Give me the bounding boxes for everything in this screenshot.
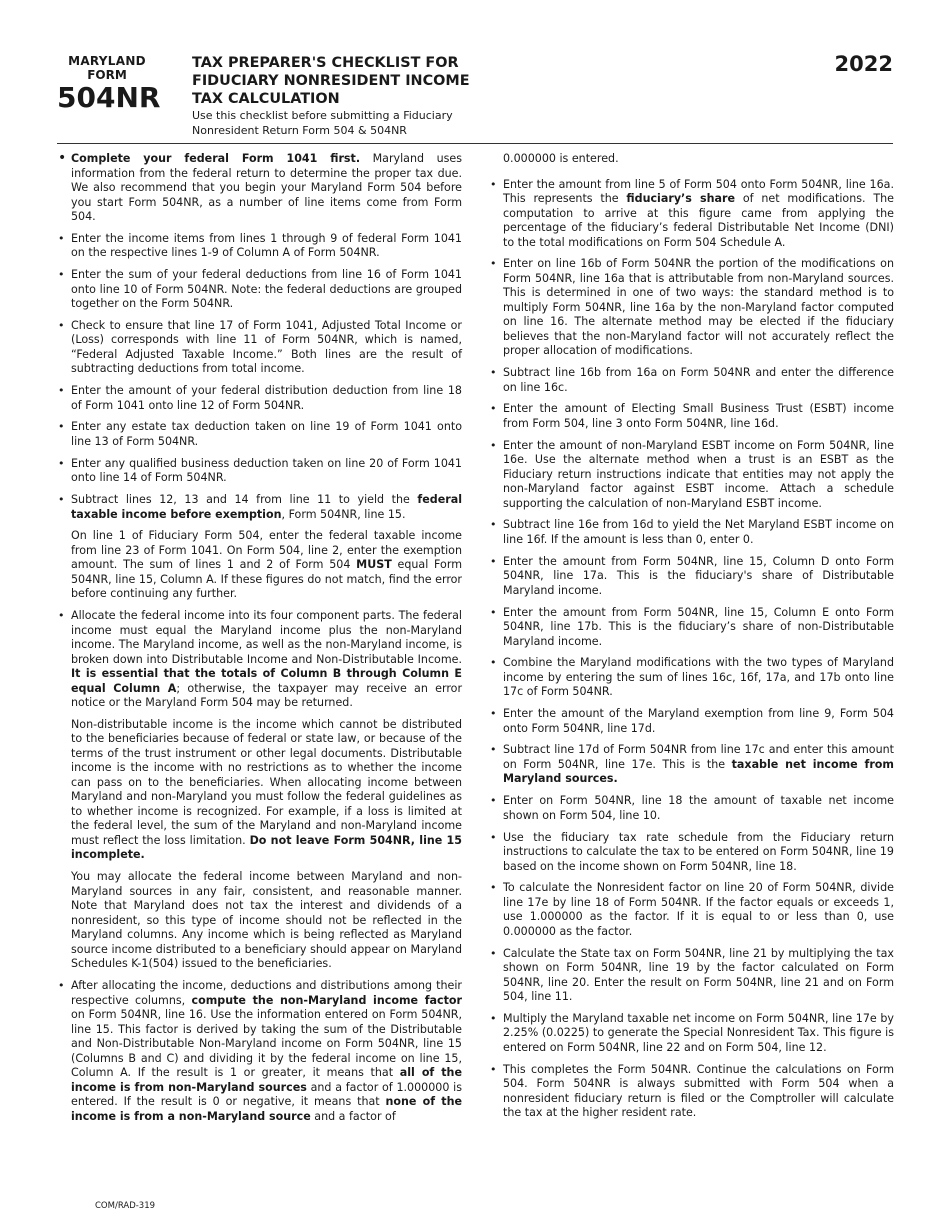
item-text: , Form 504NR, line 15. bbox=[281, 507, 406, 521]
list-item: • Calculate the State tax on Form 504NR, line 21 by multiplying the tax shown on Form 504NR, line 19 by the factor calculated on Form 504NR, line 20. Enter the result on Form 504NR, line 21 and on Form 504, line 11. bbox=[489, 947, 894, 1005]
item-emphasis: Complete your federal Form 1041 first. bbox=[71, 152, 361, 165]
list-item: • Enter the sum of your federal deductions from line 16 of Form 1041 onto line 10 of Form 504NR. Note: the federal deductions are grouped together on the Form 504NR. bbox=[57, 268, 462, 312]
checklist-left bbox=[57, 152, 462, 1124]
list-item: • Check to ensure that line 17 of Form 1041, Adjusted Total Income or (Loss) corresponds with line 11 of Form 504NR, which is named, “Federal Adjusted Taxable Income.” Both lines are the result of subtracting deductions from total income. bbox=[57, 319, 462, 377]
header-divider bbox=[57, 143, 893, 144]
list-item: • Enter the amount of Electing Small Business Trust (ESBT) income from Form 504, line 3 onto Form 504NR, line 16d. bbox=[489, 402, 894, 431]
state-label: MARYLAND bbox=[68, 54, 146, 68]
list-item: • Enter any estate tax deduction taken on line 19 of Form 1041 onto line 13 of Form 504NR. bbox=[57, 420, 462, 449]
list-item: • Combine the Maryland modifications with the two types of Maryland income by entering the sum of lines 16c, 16f, 17a, and 17b onto line 17c of Form 504NR. bbox=[489, 656, 894, 700]
list-item: • Subtract line 17d of Form 504NR from line 17c and enter this amount on Form 504NR, line 17e. This is the taxable net income from Maryland sources. bbox=[489, 743, 894, 787]
form-number: 504NR bbox=[57, 81, 161, 114]
list-item: • Enter any qualified business deduction taken on line 20 of Form 1041 onto line 14 of Form 504NR. bbox=[57, 457, 462, 486]
left-column bbox=[57, 152, 462, 1131]
list-item: • After allocating the income, deductions and distributions among their respective columns, compute the non-Maryland income factor on Form 504NR, line 16. Use the information entered on Form 504NR, line 15. This factor is derived by taking the sum of the Distributable and Non-Distributable Non-Maryland income on Form 504NR, line 15 (Columns B and C) and dividing it by the federal income on line 15, Column A. If the result is 1 or greater, it means that all of the income is from non-Maryland sources and a factor of 1.000000 is entered. If the result is 0 or negative, it means that none of the income is from a non-Maryland source and a factor of bbox=[57, 979, 462, 1124]
list-item: • Enter on line 16b of Form 504NR the portion of the modifications on Form 504NR, line 16a that is attributable from non-Maryland sources. This is determined in one of two ways: the standard method is to multiply Form 504NR, line 16a by the non-Maryland factor computed on line 16. The alternate method may be elected if the fiduciary believes that the non-Maryland factor will not accurately reflect the proper allocation of modifications. bbox=[489, 257, 894, 359]
list-item: • Multiply the Maryland taxable net income on Form 504NR, line 17e by 2.25% (0.0225) to generate the Special Nonresident Tax. This figure is entered on Form 504NR, line 22 and on Form 504, line 12. bbox=[489, 1012, 894, 1056]
item-paragraph: On line 1 of Fiduciary Form 504, enter the federal taxable income from line 23 of Form 1041. On Form 504, line 2, enter the exemption amount. The sum of lines 1 and 2 of Form 504 MUST equal Form 504NR, line 15, Column A. If these figures do not match, find the error before continuing any further. bbox=[71, 529, 462, 601]
subtitle-line-2: Nonresident Return Form 504 & 504NR bbox=[192, 124, 407, 137]
list-item: • Enter the income items from lines 1 through 9 of federal Form 1041 on the respective lines 1-9 of Column A of Form 504NR. bbox=[57, 232, 462, 261]
list-item: • Enter the amount of your federal distribution deduction from line 18 of Form 1041 onto line 12 of Form 504NR. bbox=[57, 384, 462, 413]
list-item bbox=[57, 609, 462, 972]
form-code: COM/RAD-319 bbox=[95, 1201, 156, 1211]
list-item bbox=[57, 152, 462, 225]
list-item bbox=[57, 493, 462, 602]
item-text: Allocate the federal income into its four component parts. The federal income must equal the Maryland income plus the non-Maryland income. The Maryland income, as well as the non-Maryland income, is broken down into Distributable Income and Non-Distributable Income. bbox=[71, 609, 462, 666]
list-item-continuation: 0.000000 is entered. bbox=[503, 152, 619, 165]
title-line-1: TAX PREPARER'S CHECKLIST FOR bbox=[192, 55, 459, 71]
title-line-3: TAX CALCULATION bbox=[192, 91, 340, 107]
list-item: • Enter the amount from Form 504NR, line 15, Column E onto Form 504NR, line 17b. This is the fiduciary’s share of non-Distributable Maryland income. bbox=[489, 606, 894, 650]
subtitle-line-1: Use this checklist before submitting a Fiduciary bbox=[192, 109, 453, 122]
form-label: FORM bbox=[87, 68, 127, 82]
right-column bbox=[489, 152, 894, 1128]
list-item: • Use the fiduciary tax rate schedule from the Fiduciary return instructions to calculate the tax to be entered on Form 504NR, line 19 based on the income shown on Form 504NR, line 18. bbox=[489, 831, 894, 875]
item-emphasis: federal taxable income before exemption bbox=[71, 493, 462, 521]
item-text: ; otherwise, the taxpayer may receive an error notice or the Maryland Form 504 may be returned. bbox=[71, 681, 462, 710]
list-item: • Enter the amount of non-Maryland ESBT income on Form 504NR, line 16e. Use the alternate method when a trust is an ESBT as the Fiduciary return instructions indicate that entities may not apply the non-Maryland factor against ESBT income. Attach a schedule supporting the calculation of non-Maryland ESBT income. bbox=[489, 439, 894, 512]
list-item: • Enter on Form 504NR, line 18 the amount of taxable net income shown on Form 504, line 10. bbox=[489, 794, 894, 823]
tax-year: 2022 bbox=[834, 52, 893, 76]
list-item: • To calculate the Nonresident factor on line 20 of Form 504NR, divide line 17e by line 18 of Form 504NR. If the factor equals or exceeds 1, use 1.000000 as the factor. If it is equal to or less than 0, use 0.000000 as the factor. bbox=[489, 881, 894, 939]
page-title bbox=[192, 54, 752, 138]
list-item: • Enter the amount from line 5 of Form 504 onto Form 504NR, line 16a. This represents the fiduciary’s share of net modifications. The computation to arrive at this figure came from applying the percentage of the fiduciary’s federal Distributable Net Income (DNI) to the total modifications on Form 504 Schedule A. bbox=[489, 178, 894, 251]
list-item: • Subtract line 16b from 16a on Form 504NR and enter the difference on line 16c. bbox=[489, 366, 894, 395]
list-item: • Subtract line 16e from 16d to yield the Net Maryland ESBT income on line 16f. If the amount is less than 0, enter 0. bbox=[489, 518, 894, 547]
item-text: Subtract lines 12, 13 and 14 from line 11 to yield the bbox=[71, 493, 418, 507]
item-paragraph: Non-distributable income is the income which cannot be distributed to the beneficiaries because of federal or state law, or because of the terms of the trust instrument or other legal documents. Distributable income is the income with no restrictions as to whether the income can pass on to the beneficiaries. When allocating income between Maryland and non-Maryland you must follow the federal guidelines as to whether income is recognized. For example, if a loss is limited at the federal level, the sum of the Maryland and non-Maryland income must reflect the loss limitation. Do not leave Form 504NR, line 15 incomplete. bbox=[71, 717, 462, 862]
item-text: Maryland uses information from the federal return to determine the proper tax due. We also recommend that you begin your Maryland Form 504 before you start Form 504NR, as a number of line items come from Form 504. bbox=[71, 152, 463, 223]
checklist-right bbox=[489, 152, 894, 1121]
list-item: • Enter the amount from Form 504NR, line 15, Column D onto Form 504NR, line 17a. This is the fiduciary's share of Distributable Maryland income. bbox=[489, 555, 894, 599]
item-emphasis: It is essential that the totals of Column B through Column E equal Column A bbox=[71, 667, 462, 695]
list-item: • This completes the Form 504NR. Continue the calculations on Form 504. Form 504NR is always submitted with Form 504 when a nonresident fiduciary return is filed or the Comptroller will calculate the tax at the higher resident rate. bbox=[489, 1063, 894, 1121]
list-item: • Enter the amount of the Maryland exemption from line 9, Form 504 onto Form 504NR, line 17d. bbox=[489, 707, 894, 736]
form-identifier bbox=[57, 54, 161, 114]
title-line-2: FIDUCIARY NONRESIDENT INCOME bbox=[192, 73, 470, 89]
item-paragraph: You may allocate the federal income between Maryland and non-Maryland sources in any fair, consistent, and reasonable manner. Note that Maryland does not tax the interest and dividends of a nonresident, so this type of income should not be reflected in the Maryland columns. Any income which is being reflected as Maryland source income distributed to a beneficiary should appear on Maryland Schedules K-1(504) issued to the beneficiaries. bbox=[71, 870, 462, 971]
